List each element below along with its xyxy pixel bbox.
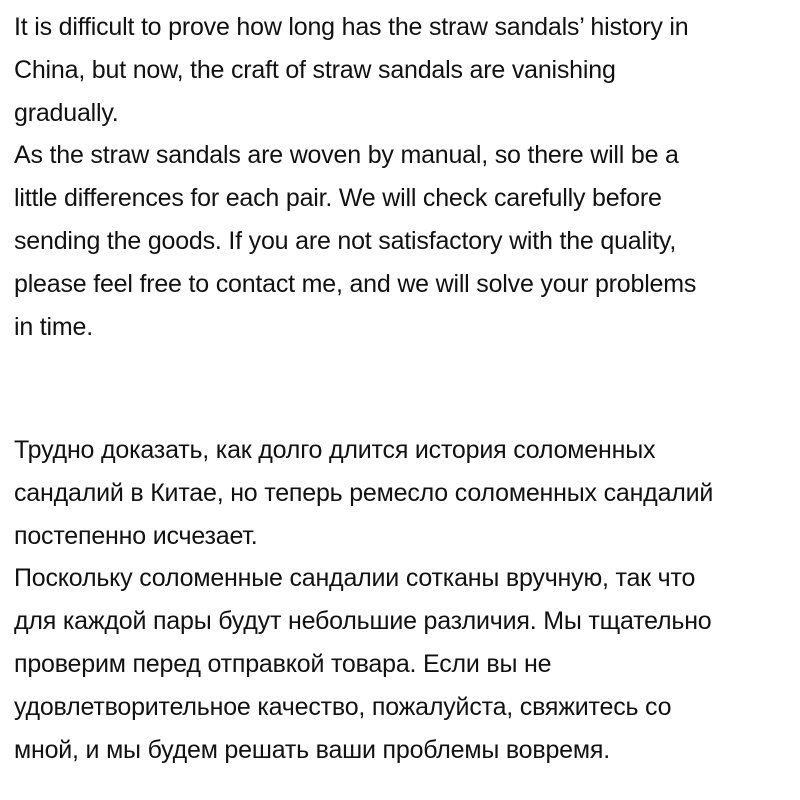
text-line: in time.: [14, 312, 93, 341]
text-line: мной, и мы будем решать ваши проблемы вовремя.: [14, 735, 610, 764]
text-line: постепенно исчезает.: [14, 521, 258, 550]
text-line: проверим перед отправкой товара. Если вы не: [14, 649, 552, 678]
russian-description: [14, 429, 713, 771]
text-line: сандалий в Китае, но теперь ремесло соломенных сандалий: [14, 478, 714, 507]
text-line: please feel free to contact me, and we will solve your problems: [14, 269, 697, 298]
text-line: sending the goods. If you are not satisfactory with the quality,: [14, 226, 677, 255]
text-line: Трудно доказать, как долго длится история соломенных: [14, 436, 656, 464]
english-description: [14, 6, 696, 348]
text-line: As the straw sandals are woven by manual, so there will be a: [14, 141, 679, 170]
text-line: удовлетворительное качество, пожалуйста, свяжитесь со: [14, 692, 672, 721]
text-line: для каждой пары будут небольшие различия. Мы тщательно: [14, 607, 712, 636]
text-line: little differences for each pair. We will check carefully before: [14, 184, 662, 213]
text-line: Поскольку соломенные сандалии сотканы вручную, так что: [14, 564, 696, 593]
text-line: China, but now, the craft of straw sandals are vanishing: [14, 55, 616, 84]
text-line: gradually.: [14, 98, 119, 127]
text-line: It is difficult to prove how long has the straw sandals’ history in: [14, 13, 689, 41]
